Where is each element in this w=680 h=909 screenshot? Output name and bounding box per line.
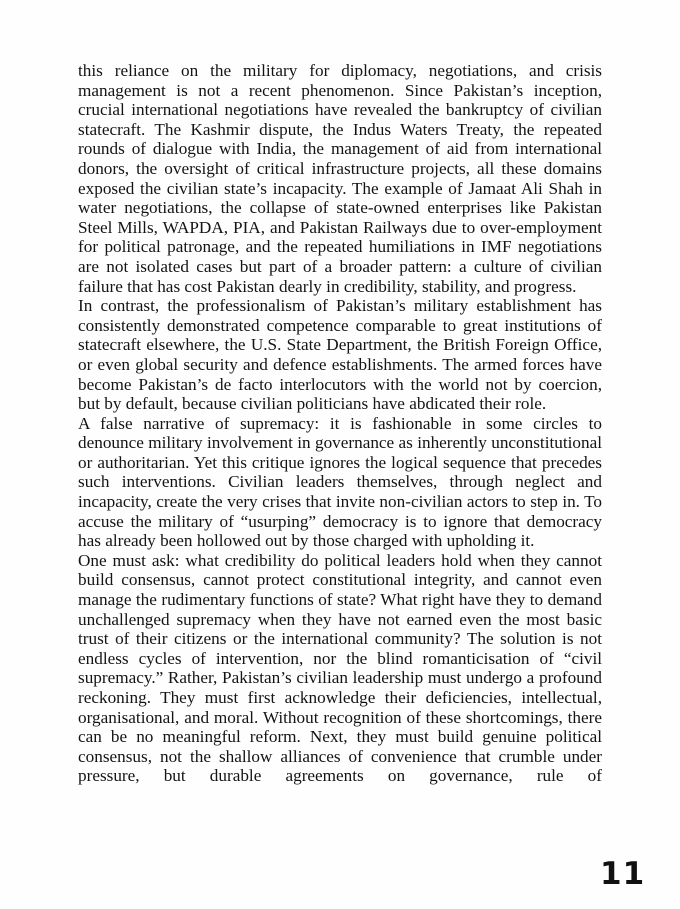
paragraph-civilian-failure: this reliance on the military for diplomacy, negotiations, and crisis management is not a recent phenomenon. Since Pakistan’s inception, crucial international negotiations have revealed the bankruptcy of civilian statecraft. The Kashmir dispute, the Indus Waters Treaty, the repeated rounds of dialogue with India, the management of aid from international donors, the oversight of critical infrastructure projects, all these domains exposed the civilian state’s incapacity. The example of Jamaat Ali Shah in water negotiations, the collapse of state-owned enterprises like Pakistan Steel Mills, WAPDA, PIA, and Pakistan Railways due to over-employment for political patronage, and the repeated humiliations in IMF negotiations are not isolated cases but part of a broader pattern: a culture of civilian failure that has cost Pakistan dearly in credibility, stability, and progress. [78,61,602,296]
page-number: 11 [600,856,646,892]
paragraph-false-narrative: A false narrative of supremacy: it is fashionable in some circles to denounce military involvement in governance as inherently unconstitutional or authoritarian. Yet this critique ignores the logical sequence that precedes such interventions. Civilian leaders themselves, through neglect and incapacity, create the very crises that invite non-civilian actors to step in. To accuse the military of “usurping” democracy is to ignore that democracy has already been hollowed out by those charged with upholding it. [78,413,602,551]
paragraph-military-professionalism: In contrast, the professionalism of Pakistan’s military establishment has consistently demonstrated competence comparable to great institutions of statecraft elsewhere, the U.S. State Department, the British Foreign Office, or even global security and defence establishments. The armed forces have become Pakistan’s de facto interlocutors with the world not by coercion, but by default, because civilian politicians have abdicated their role. [78,296,602,414]
body-text [78,61,602,786]
paragraph-credibility-question: One must ask: what credibility do political leaders hold when they cannot build consensus, cannot protect constitutional integrity, and cannot even manage the rudimentary functions of state? What right have they to demand unchallenged supremacy when they have not earned even the most basic trust of their citizens or the international community? The solution is not endless cycles of intervention, nor the blind romanticisation of “civil supremacy.” Rather, Pakistan’s civilian leadership must undergo a profound reckoning. They must first acknowledge their deficiencies, intellectual, organisational, and moral. Without recognition of these shortcomings, there can be no meaningful reform. Next, they must build genuine political consensus, not the shallow alliances of convenience that crumble under pressure, but durable agreements on governance, rule of [78,550,602,786]
